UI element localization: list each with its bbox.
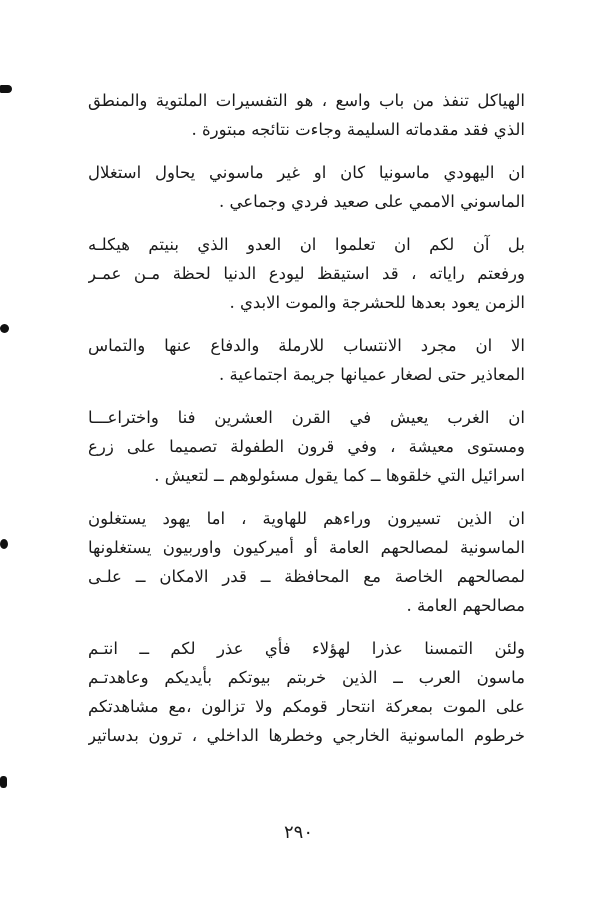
text-line: بل آن لكم ان تعلموا ان العدو الذي بنيتم هيكلـه [88,235,525,254]
text-line: خرطوم الماسونية الخارجي وخطرها الداخلي ، ترون بدساتير [88,726,525,745]
text-line: ان الغرب يعيش في القرن العشرين فنا واختراعـــا [88,408,525,427]
text-line: الماسونية لمصالحهم العامة أو أميركيون واوربيون يستغلونها [88,538,525,557]
body-text [88,86,525,750]
text-line: ماسون العرب ــ الذين خربتم بيوتكم بأيديكم وعاهدتـم [88,668,525,687]
text-line: المعاذير حتى لصغار عميانها جريمة اجتماعية . [218,365,525,384]
page-number: ٢٩٠ [283,822,313,843]
margin-ink-mark [0,539,8,549]
paragraph [88,158,525,216]
text-line: ورفعتم راياته ، قد استيقظ ليودع الدنيا لحظة مـن عمـر [88,264,525,283]
text-line: ومستوى معيشة ، وفي قرون الطفولة تصميما على زرع [88,437,525,456]
text-line: ولئن التمسنا عذرا لهؤلاء فأي عذر لكم ــ انتـم [88,639,525,658]
paragraph [88,403,525,490]
text-line: ان الذين تسيرون وراءهم للهاوية ، اما يهود يستغلون [88,509,525,528]
text-line: اسرائيل التي خلقوها ــ كما يقول مسئولوهم ــ لتعيش . [154,466,525,485]
paragraph [88,504,525,620]
text-line: الذي فقد مقدماته السليمة وجاءت نتائجه مبتورة . [191,120,525,139]
text-line: على الموت بمعركة انتحار قومكم ولا تزالون ،مع مشاهدتكم [88,697,525,716]
text-line: مصالحهم العامة . [406,596,525,615]
margin-ink-mark [0,324,9,333]
margin-ink-mark [0,776,7,788]
text-line: ان اليهودي ماسونيا كان او غير ماسوني يحاول استغلال [88,163,525,182]
text-line: لمصالحهم الخاصة مع المحافظة ــ قدر الامكان ــ علـى [88,567,525,586]
text-line: الزمن يعود بعدها للحشرجة والموت الابدي . [229,293,525,312]
paragraph [88,230,525,317]
text-line: الماسوني الاممي على صعيد فردي وجماعي . [219,192,525,211]
paragraph [88,634,525,750]
text-line: الا ان مجرد الانتساب للارملة والدفاع عنها والتماس [88,336,525,355]
margin-ink-mark [0,85,12,93]
text-line: الهياكل تنفذ من باب واسع ، هو التفسيرات الملتوية والمنطق [88,91,525,110]
paragraph [88,331,525,389]
paragraph [88,86,525,144]
